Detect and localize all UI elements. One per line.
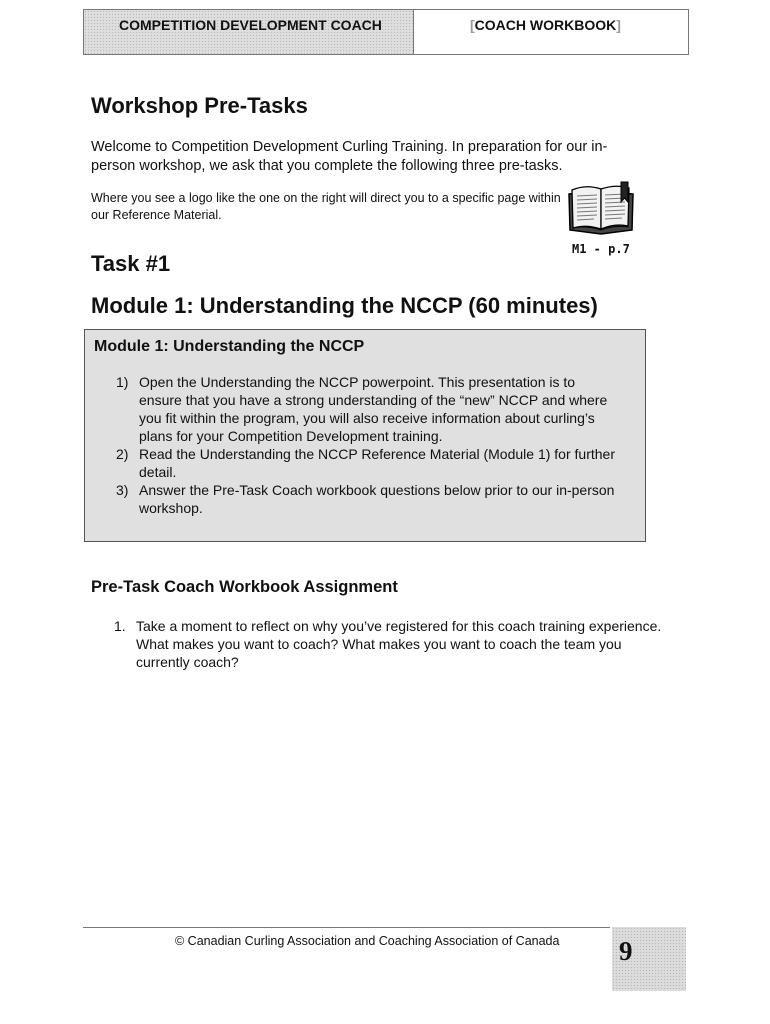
list-item [116, 373, 619, 445]
question-text: Take a moment to reflect on why you’ve registered for this coach training experience. What makes you want to coach? What makes you want to coach the team you currently coach? [136, 618, 662, 670]
header-workbook-text: COACH WORKBOOK [474, 17, 617, 33]
page-title: Workshop Pre-Tasks [91, 93, 308, 118]
header-bracket-open: [ [470, 17, 475, 33]
list-item-text: Answer the Pre-Task Coach workbook questions below prior to our in-person workshop. [139, 482, 615, 516]
open-book-icon [566, 180, 636, 236]
list-item-text: Open the Understanding the NCCP powerpoint. This presentation is to ensure that you have a strong understanding of the “new” NCCP and where you fit within the program, you will also receive information about curling’s plans for your Competition Development training. [139, 374, 608, 444]
logo-instruction-paragraph: Where you see a logo like the one on the right will direct you to a specific page within our Reference Material. [91, 191, 561, 222]
header-workbook-label [470, 17, 621, 33]
question-list [114, 617, 676, 671]
question-number: 1. [114, 618, 126, 634]
list-item-number: 3) [116, 482, 129, 498]
list-item-text: Read the Understanding the NCCP Reference Material (Module 1) for further detail. [139, 446, 615, 480]
task-heading: Task #1 [91, 251, 171, 276]
question-item [114, 617, 676, 671]
footer-copyright: © Canadian Curling Association and Coaching Association of Canada [175, 934, 560, 948]
footer-divider [83, 927, 610, 928]
list-item [116, 445, 619, 481]
page-number-box [612, 927, 686, 991]
header-bracket-close: ] [616, 17, 621, 33]
page-number: 9 [619, 936, 633, 966]
welcome-paragraph: Welcome to Competition Development Curling Training. In preparation for our in-person workshop, we ask that you complete the following three pre-tasks. [91, 139, 608, 174]
header-left-cell [84, 10, 414, 54]
instructions-list [116, 373, 619, 517]
page-header [83, 9, 689, 55]
reference-page-label: M1 - p.7 [572, 242, 630, 256]
list-item-number: 1) [116, 374, 129, 390]
assignment-heading: Pre-Task Coach Workbook Assignment [91, 578, 398, 596]
module-heading: Module 1: Understanding the NCCP (60 minutes) [91, 293, 598, 318]
header-program-label: COMPETITION DEVELOPMENT COACH [119, 17, 382, 33]
list-item-number: 2) [116, 446, 129, 462]
list-item [116, 481, 619, 517]
module-instructions-box [84, 329, 646, 542]
box-title: Module 1: Understanding the NCCP [94, 338, 365, 355]
